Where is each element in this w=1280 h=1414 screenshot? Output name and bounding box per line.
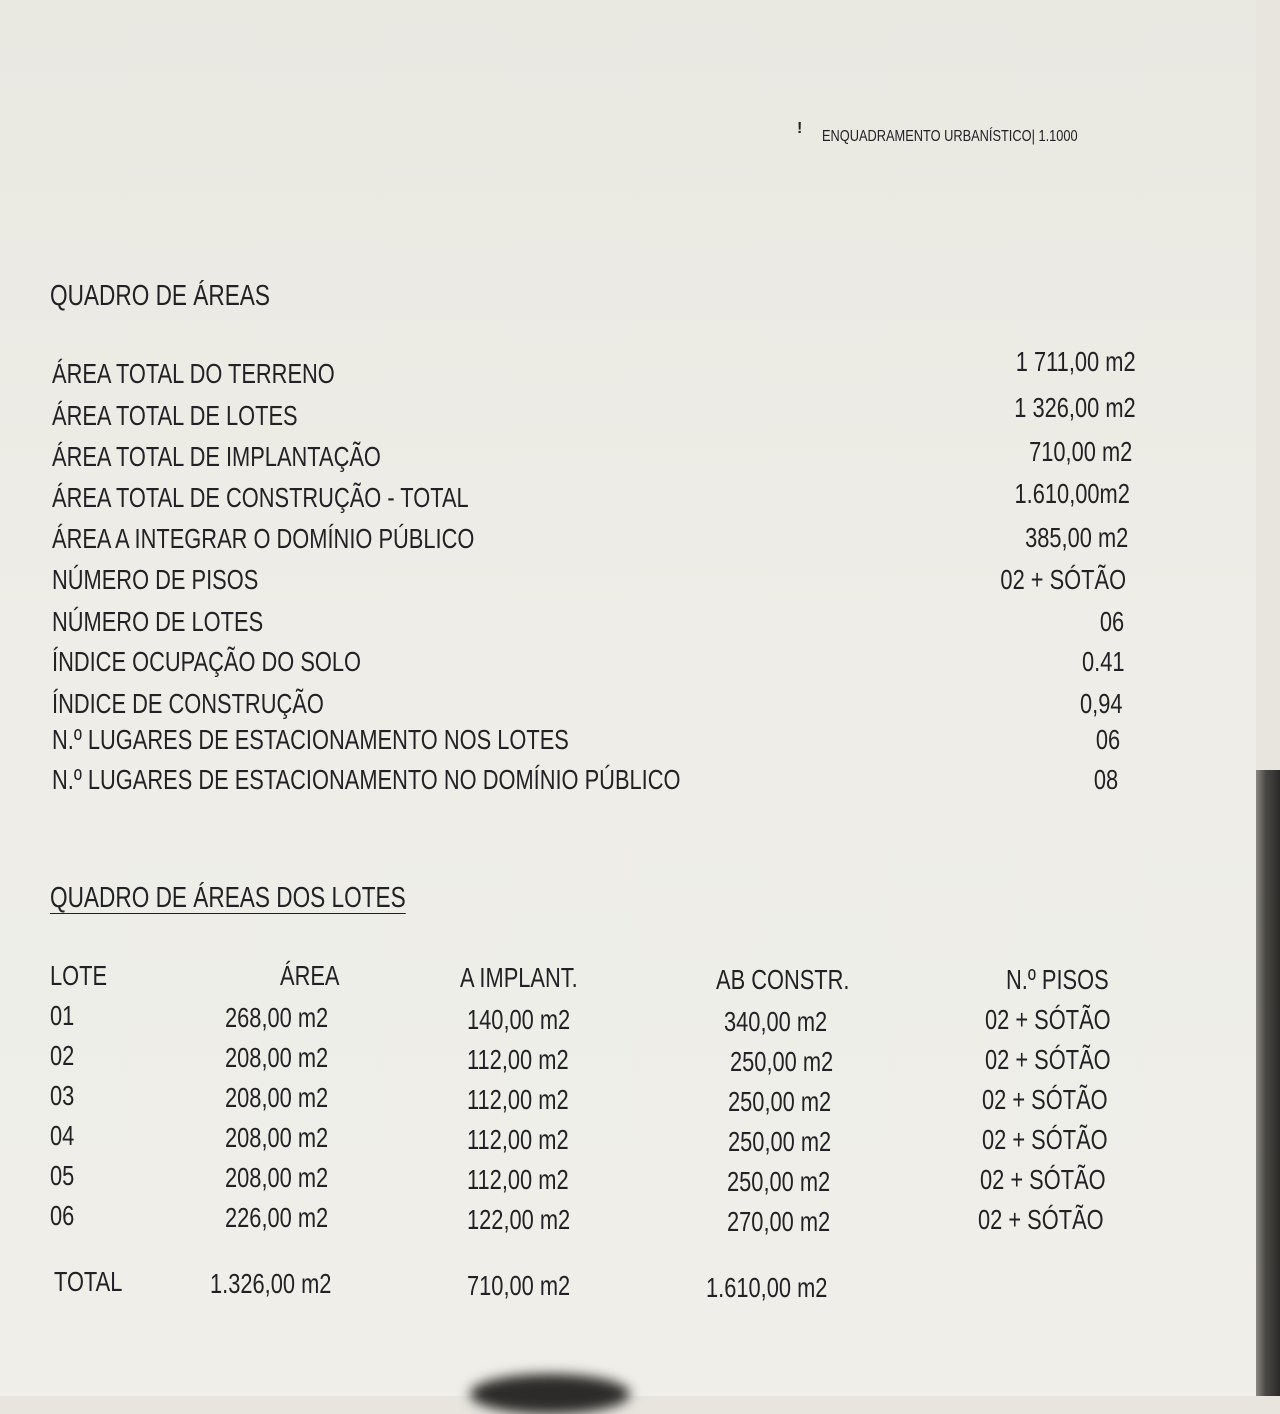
lot-area: 208,00 m2 — [225, 1122, 329, 1153]
area-value-dominio-publico: 385,00 m2 — [1024, 522, 1128, 553]
total-label: TOTAL — [54, 1266, 123, 1297]
lot-pisos: 02 + SÓTÃO — [980, 1164, 1106, 1195]
lot-pisos: 02 + SÓTÃO — [985, 1044, 1111, 1075]
lot-pisos: 02 + SÓTÃO — [982, 1124, 1108, 1155]
lot-area: 208,00 m2 — [225, 1082, 329, 1113]
area-label-indice-construcao: ÍNDICE DE CONSTRUÇÃO — [52, 688, 324, 719]
lot-constr: 250,00 m2 — [730, 1046, 834, 1077]
lot-implant: 112,00 m2 — [467, 1084, 569, 1115]
area-label-construcao: ÁREA TOTAL DE CONSTRUÇÃO - TOTAL — [52, 482, 469, 513]
area-label-numero-lotes: NÚMERO DE LOTES — [52, 606, 264, 637]
area-label-terreno: ÁREA TOTAL DO TERRENO — [52, 358, 335, 389]
lot-number: 02 — [50, 1040, 75, 1071]
lot-pisos: 02 + SÓTÃO — [982, 1084, 1108, 1115]
lot-number: 04 — [50, 1120, 75, 1151]
area-label-dominio-publico: ÁREA A INTEGRAR O DOMÍNIO PÚBLICO — [52, 523, 475, 554]
area-label-estacionamento-lotes: N.º LUGARES DE ESTACIONAMENTO NOS LOTES — [52, 724, 569, 755]
lot-implant: 122,00 m2 — [467, 1204, 571, 1235]
area-value-numero-lotes: 06 — [1099, 606, 1124, 637]
lots-header-area: ÁREA — [280, 960, 340, 991]
lot-area: 268,00 m2 — [225, 1002, 329, 1033]
lots-title: QUADRO DE ÁREAS DOS LOTES — [50, 882, 406, 914]
area-label-pisos: NÚMERO DE PISOS — [52, 564, 259, 595]
lot-area: 208,00 m2 — [225, 1162, 329, 1193]
lot-constr: 340,00 m2 — [724, 1006, 828, 1037]
area-value-indice-construcao: 0,94 — [1079, 688, 1122, 719]
area-value-construcao: 1.610,00m2 — [1014, 478, 1130, 509]
area-value-pisos: 02 + SÓTÃO — [1000, 564, 1126, 595]
lots-header-lote: LOTE — [50, 960, 108, 991]
lot-area: 208,00 m2 — [225, 1042, 329, 1073]
total-area: 1.326,00 m2 — [210, 1268, 332, 1299]
area-value-terreno: 1 711,00 m2 — [1016, 346, 1136, 377]
header-reference: ENQUADRAMENTO URBANÍSTICO| 1.1000 — [822, 128, 1078, 145]
lot-number: 05 — [50, 1160, 75, 1191]
lot-number: 06 — [50, 1200, 75, 1231]
area-label-lotes: ÁREA TOTAL DE LOTES — [52, 400, 298, 431]
header-mark: ! — [797, 120, 803, 137]
areas-title: QUADRO DE ÁREAS — [50, 280, 270, 312]
area-value-implantacao: 710,00 m2 — [1028, 436, 1132, 467]
area-value-estacionamento-lotes: 06 — [1095, 724, 1120, 755]
lot-constr: 250,00 m2 — [727, 1166, 831, 1197]
lot-constr: 250,00 m2 — [728, 1086, 832, 1117]
total-constr: 1.610,00 m2 — [706, 1272, 828, 1303]
lot-pisos: 02 + SÓTÃO — [985, 1004, 1111, 1035]
lot-number: 03 — [50, 1080, 75, 1111]
lot-implant: 112,00 m2 — [467, 1124, 569, 1155]
area-label-estacionamento-publico: N.º LUGARES DE ESTACIONAMENTO NO DOMÍNIO PÚBLICO — [52, 764, 681, 795]
total-implant: 710,00 m2 — [467, 1270, 571, 1301]
lots-header-implant: A IMPLANT. — [460, 962, 578, 993]
lot-implant: 140,00 m2 — [467, 1004, 571, 1035]
area-label-implantacao: ÁREA TOTAL DE IMPLANTAÇÃO — [52, 441, 381, 472]
shadow-blob — [470, 1374, 630, 1414]
area-value-ocupacao-solo: 0.41 — [1081, 646, 1124, 677]
area-label-ocupacao-solo: ÍNDICE OCUPAÇÃO DO SOLO — [52, 646, 362, 677]
area-value-lotes: 1 326,00 m2 — [1014, 392, 1136, 423]
lot-number: 01 — [50, 1000, 75, 1031]
lots-header-pisos: N.º PISOS — [1006, 964, 1109, 995]
area-value-estacionamento-publico: 08 — [1093, 764, 1118, 795]
lot-implant: 112,00 m2 — [467, 1044, 569, 1075]
lot-implant: 112,00 m2 — [467, 1164, 569, 1195]
lot-constr: 270,00 m2 — [727, 1206, 831, 1237]
lot-area: 226,00 m2 — [225, 1202, 329, 1233]
lot-constr: 250,00 m2 — [728, 1126, 832, 1157]
lot-pisos: 02 + SÓTÃO — [978, 1204, 1104, 1235]
page-edge-shadow — [1256, 770, 1280, 1396]
lots-header-constr: AB CONSTR. — [716, 964, 850, 995]
